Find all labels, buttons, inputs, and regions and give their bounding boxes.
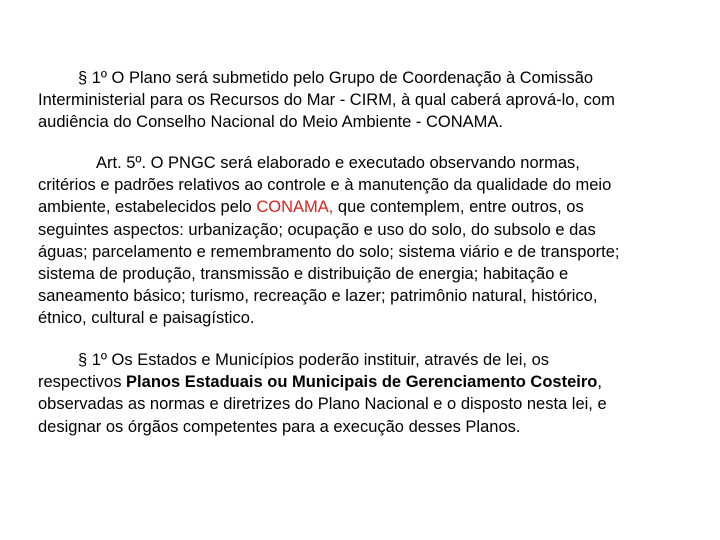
paragraph-plan-submission [38, 67, 688, 134]
text-line [38, 196, 688, 218]
document-slide [38, 0, 688, 540]
text-line: observadas as normas e diretrizes do Plano Nacional e o disposto nesta lei, e [38, 395, 607, 414]
text-line: Art. 5º. O PNGC será elaborado e executado observando normas, [96, 154, 580, 172]
conama-highlight: CONAMA, [256, 198, 334, 217]
text-line: águas; parcelamento e remembramento do solo; sistema viário e de transporte; [38, 242, 620, 261]
text-segment: respectivos [38, 373, 127, 392]
text-segment: , [597, 373, 602, 392]
text-line: saneamento básico; turismo, recreação e lazer; patrimônio natural, histórico, [38, 287, 598, 306]
text-line: § 1º Os Estados e Municípios poderão instituir, através de lei, os [78, 351, 550, 369]
text-line: Interministerial para os Recursos do Mar - CIRM, à qual caberá aprová-lo, com [38, 91, 615, 110]
text-line: § 1º O Plano será submetido pelo Grupo de Coordenação à Comissão [78, 69, 594, 87]
text-line: critérios e padrões relativos ao controle e à manutenção da qualidade do meio [38, 176, 612, 195]
text-line: seguintes aspectos: urbanização; ocupação e uso do solo, do subsolo e das [38, 220, 596, 239]
text-line: étnico, cultural e paisagístico. [38, 309, 255, 328]
paragraph-state-plans [38, 349, 688, 438]
bold-plan-names: Planos Estaduais ou Municipais de Gerenciamento Costeiro [126, 373, 598, 392]
text-line: audiência do Conselho Nacional do Meio Ambiente - CONAMA. [38, 113, 503, 132]
text-line [38, 371, 688, 393]
text-line: sistema de produção, transmissão e distribuição de energia; habitação e [38, 265, 569, 284]
text-segment: que contemplem, entre outros, os [333, 198, 584, 217]
paragraph-article-5 [38, 152, 688, 330]
text-line: designar os órgãos competentes para a execução desses Planos. [38, 417, 521, 436]
text-segment: ambiente, estabelecidos pelo [38, 198, 257, 217]
